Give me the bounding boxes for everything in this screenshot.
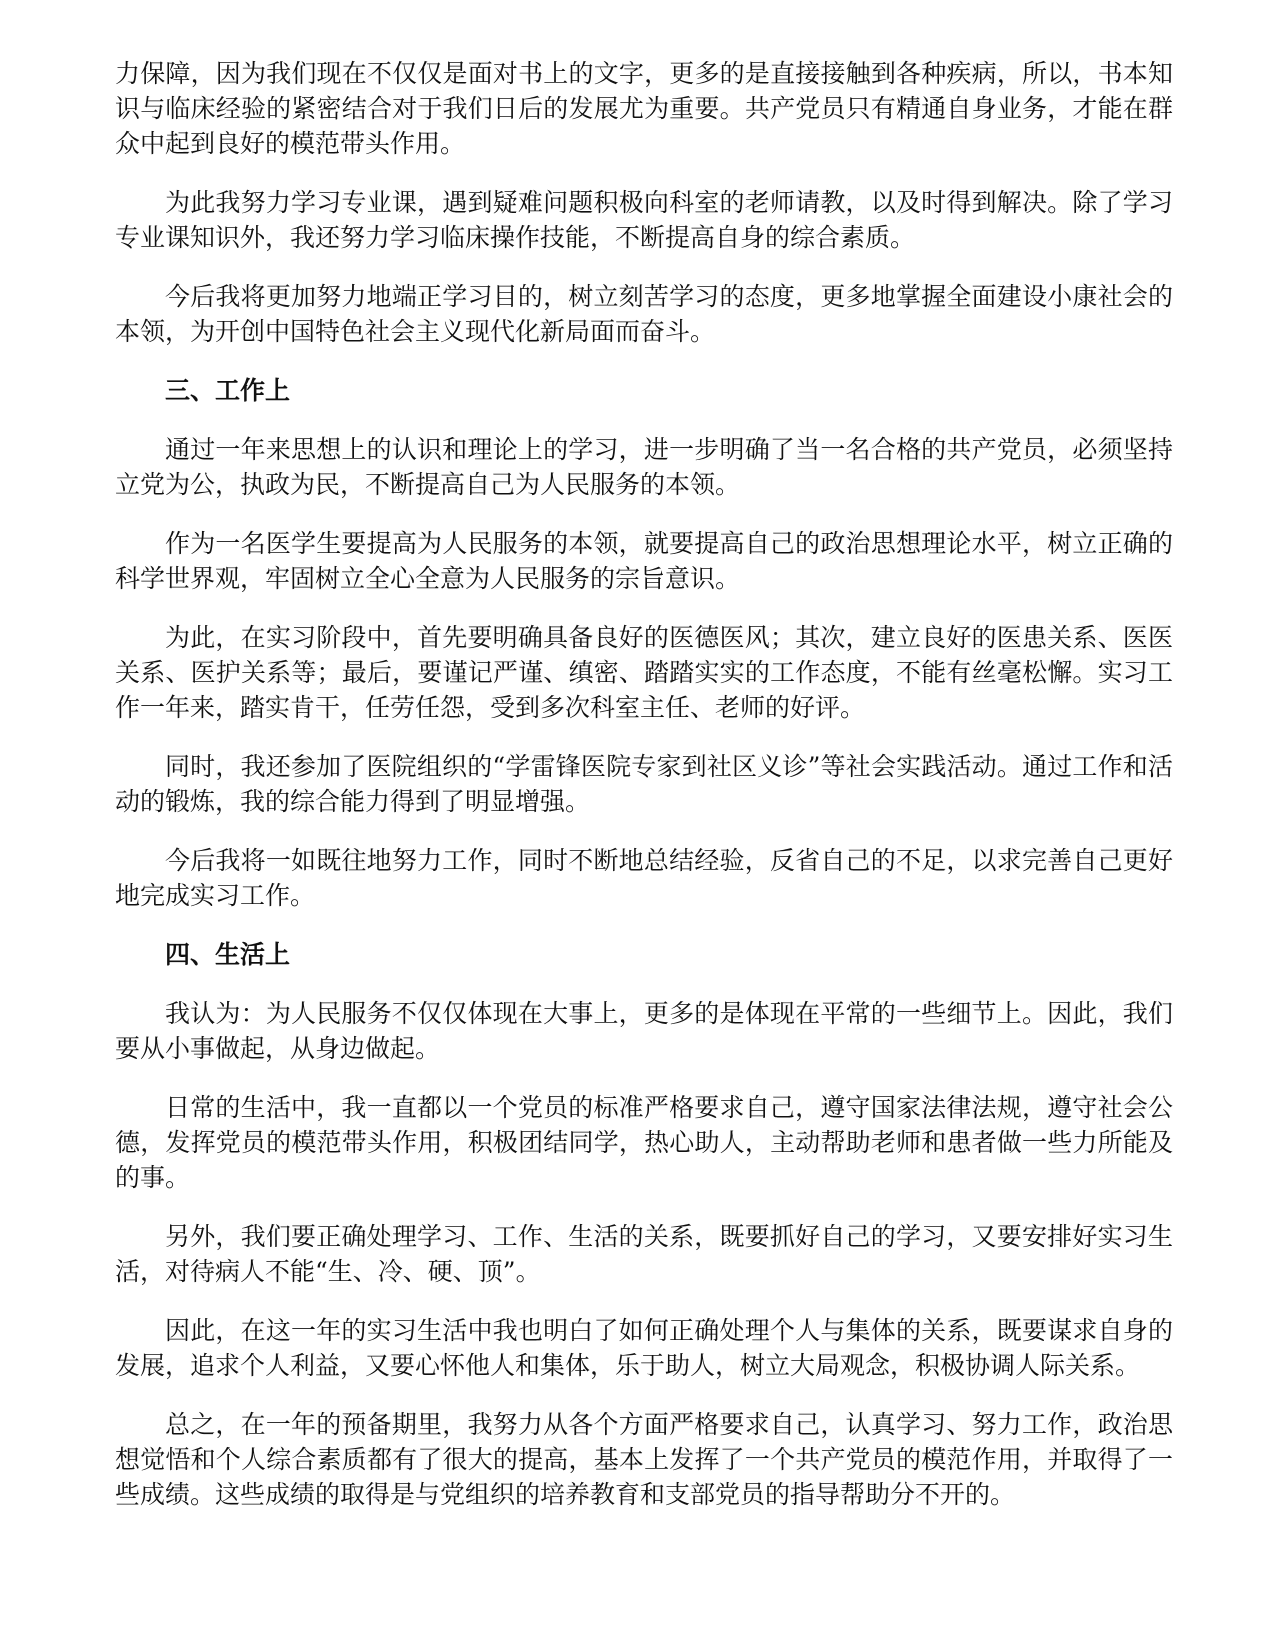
section-heading-work: 三、工作上 [165,376,291,405]
paragraph-life-serve-people: 我认为：为人民服务不仅仅体现在大事上，更多的是体现在平常的一些细节上。因此，我们要从小事做起，从身边做起。 [115,999,1173,1063]
paragraph-life-collective: 因此，在这一年的实习生活中我也明白了如何正确处理个人与集体的关系，既要谋求自身的发展，追求个人利益，又要心怀他人和集体，乐于助人，树立大局观念，积极协调人际关系。 [115,1316,1173,1380]
document-page [115,56,1173,1536]
paragraph-work-understanding: 通过一年来思想上的认识和理论上的学习，进一步明确了当一名合格的共产党员，必须坚持立党为公，执政为民，不断提高自己为人民服务的本领。 [115,435,1173,499]
paragraph-work-medical-student: 作为一名医学生要提高为人民服务的本领，就要提高自己的政治思想理论水平，树立正确的科学世界观，牢固树立全心全意为人民服务的宗旨意识。 [115,529,1173,593]
paragraph-study-professional: 为此我努力学习专业课，遇到疑难问题积极向科室的老师请教，以及时得到解决。除了学习专业课知识外，我还努力学习临床操作技能，不断提高自身的综合素质。 [115,188,1173,252]
paragraph-work-activities: 同时，我还参加了医院组织的“学雷锋医院专家到社区义诊”等社会实践活动。通过工作和活动的锻炼，我的综合能力得到了明显增强。 [115,752,1173,816]
paragraph-continued: 力保障，因为我们现在不仅仅是面对书上的文字，更多的是直接接触到各种疾病，所以，书本知识与临床经验的紧密结合对于我们日后的发展尤为重要。共产党员只有精通自身业务，才能在群众中起到良好的模范带头作用。 [115,59,1173,158]
paragraph-life-daily: 日常的生活中，我一直都以一个党员的标准严格要求自己，遵守国家法律法规，遵守社会公德，发挥党员的模范带头作用，积极团结同学，热心助人，主动帮助老师和患者做一些力所能及的事。 [115,1093,1173,1192]
paragraph-work-internship: 为此，在实习阶段中，首先要明确具备良好的医德医风；其次，建立良好的医患关系、医医关系、医护关系等；最后，要谨记严谨、缜密、踏踏实实的工作态度，不能有丝毫松懈。实习工作一年来，踏实肯干，任劳任怨，受到多次科室主任、老师的好评。 [115,623,1173,722]
paragraph-work-future: 今后我将一如既往地努力工作，同时不断地总结经验，反省自己的不足，以求完善自己更好地完成实习工作。 [115,846,1173,910]
paragraph-study-future: 今后我将更加努力地端正学习目的，树立刻苦学习的态度，更多地掌握全面建设小康社会的本领，为开创中国特色社会主义现代化新局面而奋斗。 [115,282,1173,346]
section-heading-life: 四、生活上 [165,940,291,969]
paragraph-summary: 总之，在一年的预备期里，我努力从各个方面严格要求自己，认真学习、努力工作，政治思想觉悟和个人综合素质都有了很大的提高，基本上发挥了一个共产党员的模范作用，并取得了一些成绩。这些成绩的取得是与党组织的培养教育和支部党员的指导帮助分不开的。 [115,1410,1173,1509]
paragraph-life-balance: 另外，我们要正确处理学习、工作、生活的关系，既要抓好自己的学习，又要安排好实习生活，对待病人不能“生、冷、硬、顶”。 [115,1222,1173,1286]
